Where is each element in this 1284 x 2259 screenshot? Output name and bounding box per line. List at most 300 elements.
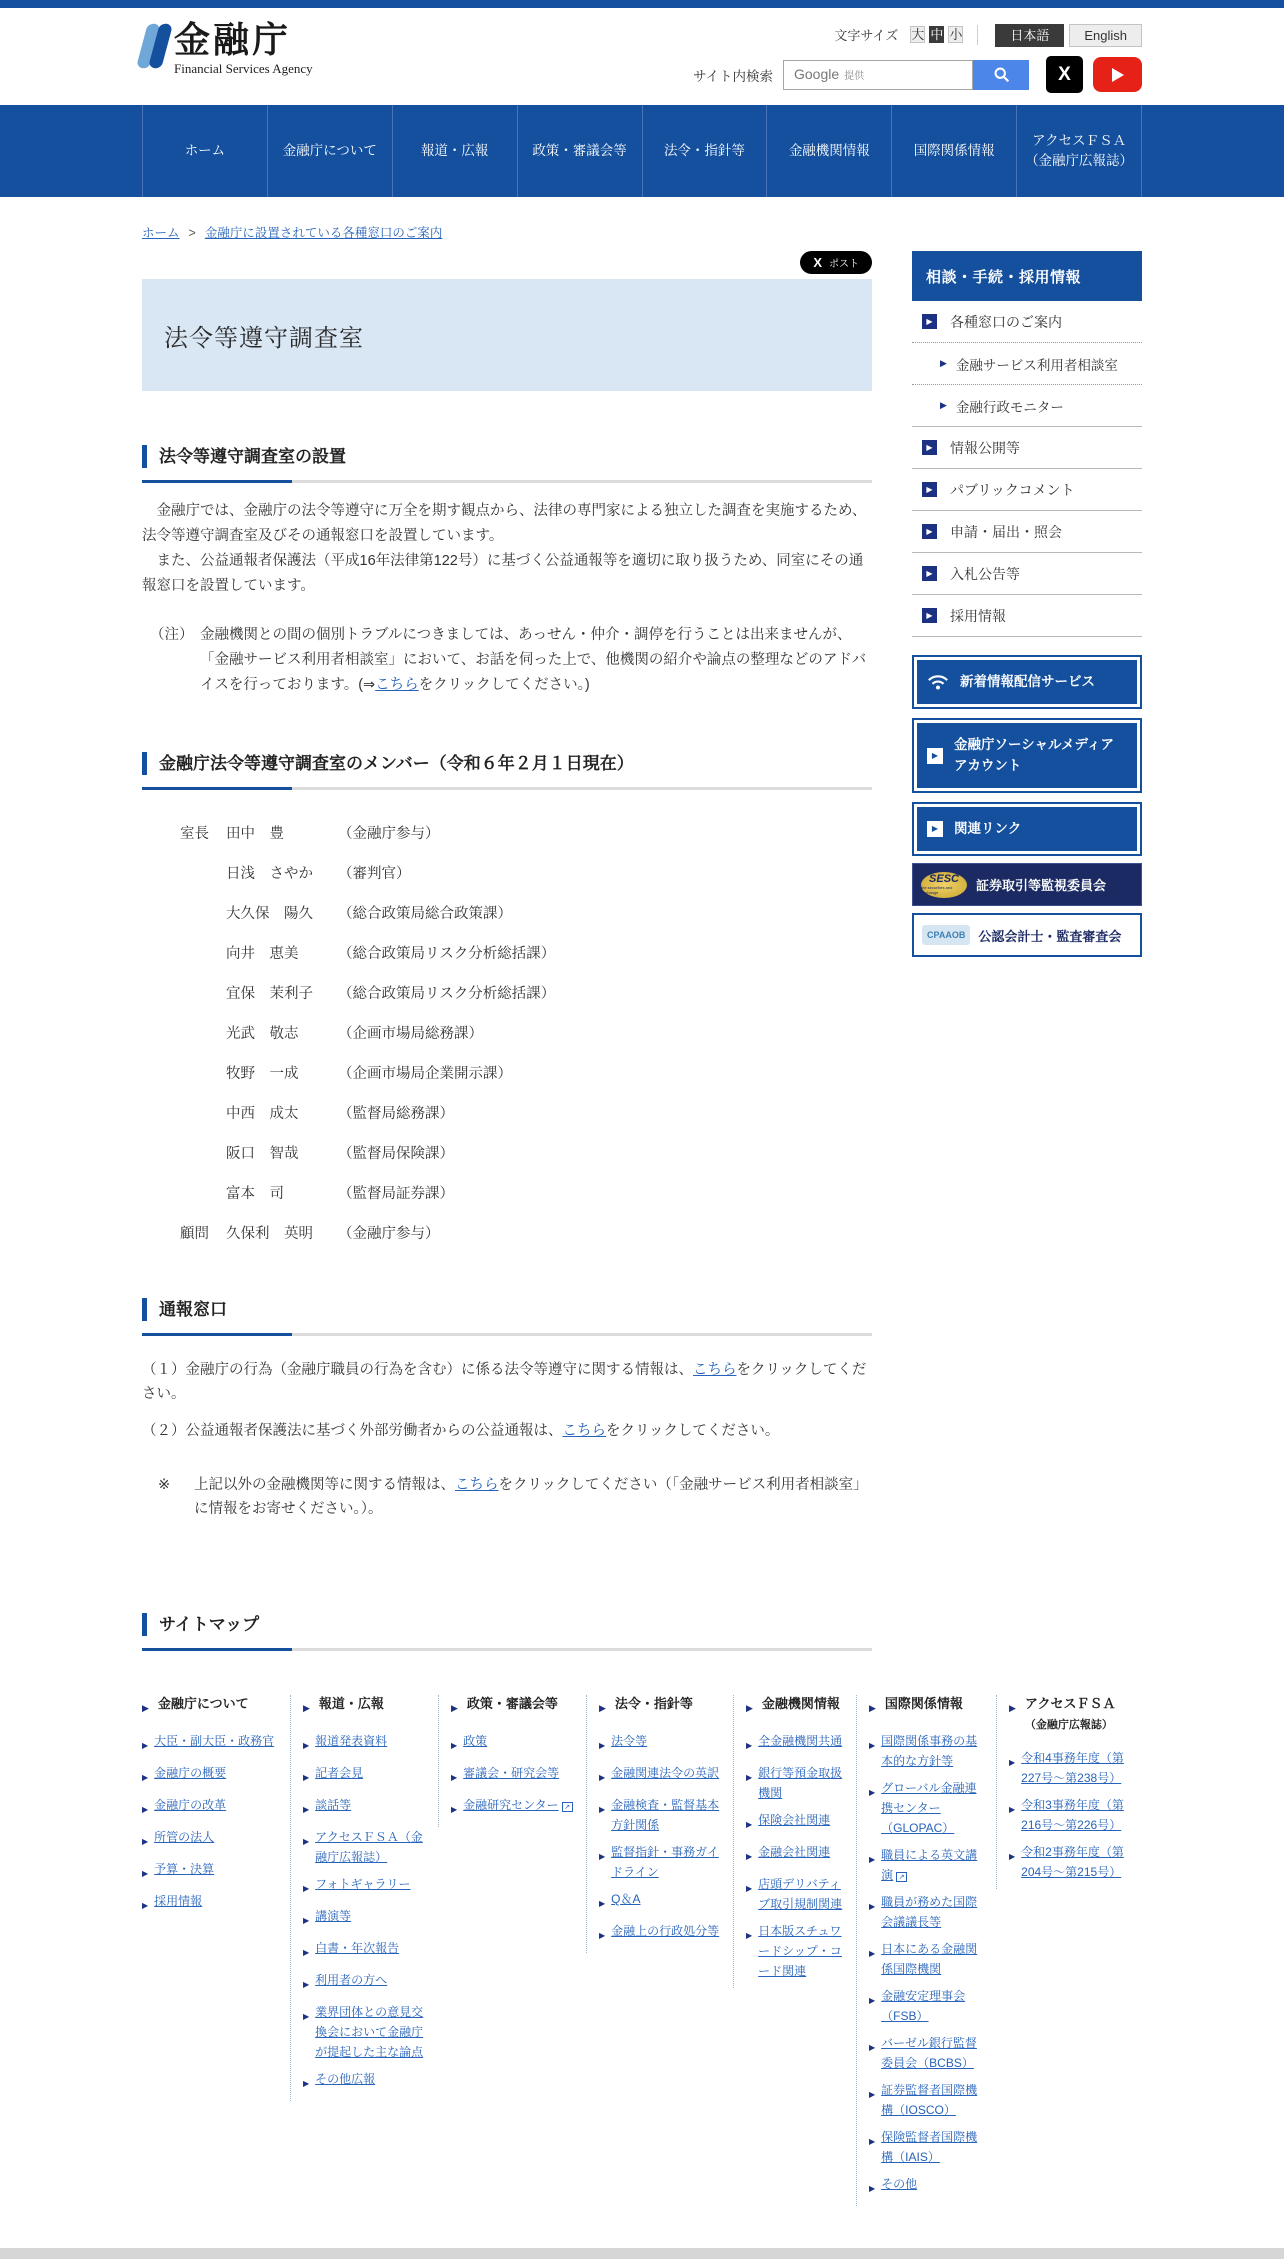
sitemap-link[interactable]: 証券監督者国際機構（IOSCO）: [881, 2083, 978, 2117]
member-name: 大久保 陽久: [226, 906, 313, 922]
sitemap-item: [746, 1921, 846, 1981]
sitemap-link[interactable]: 金融安定理事会（FSB）: [881, 1989, 966, 2023]
nav-item-label: 法令・指針等: [663, 142, 745, 158]
member-row: [142, 1024, 872, 1044]
main-nav: [142, 105, 1142, 197]
chevron-right-icon: ▶: [451, 1773, 458, 1782]
sitemap-link[interactable]: 金融研究センター ↗: [463, 1795, 573, 1820]
sitemap-link[interactable]: 店頭デリバティブ取引規制関連: [758, 1877, 843, 1911]
sitemap-link[interactable]: その他広報: [315, 2072, 376, 2086]
sidebar-item[interactable]: [912, 385, 1142, 427]
chevron-right-icon: ▶: [599, 1805, 606, 1814]
sitemap-item: [142, 1731, 280, 1756]
member-name: 向井 恵美: [226, 946, 299, 962]
nav-item-label: ホーム: [184, 142, 226, 158]
x-icon: X: [1058, 63, 1071, 85]
page-title-box: [142, 279, 872, 391]
breadcrumb-current-link[interactable]: 金融庁に設置されている各種窓口のご案内: [204, 226, 443, 240]
sitemap-link[interactable]: 保険会社関連: [758, 1813, 831, 1827]
sitemap-item: [599, 1731, 723, 1756]
chevron-right-icon: ▶: [142, 1805, 149, 1814]
footer-strip: [0, 2248, 1284, 2259]
sitemap-link[interactable]: 予算・決算: [154, 1862, 215, 1876]
member-row: [142, 1104, 872, 1124]
chevron-right-icon: ▶: [303, 1741, 310, 1750]
note-label: （注）: [150, 627, 194, 643]
sitemap-link[interactable]: Q＆A: [611, 1892, 641, 1906]
sitemap-column-title-text: 政策・審議会等: [466, 1696, 558, 1711]
chevron-right-icon: ▶: [1009, 1758, 1016, 1767]
related-links-label: 関連リンク: [954, 820, 1022, 836]
chevron-right-icon: ▶: [922, 314, 937, 329]
kochira-link[interactable]: こちら: [455, 1477, 499, 1493]
sitemap-link[interactable]: 国際関係事務の基本的な方針等: [881, 1734, 978, 1768]
sitemap-item: [303, 1906, 428, 1931]
member-role: [180, 1144, 226, 1164]
chevron-right-icon: ▶: [599, 1741, 606, 1750]
kochira-link[interactable]: こちら: [693, 1362, 737, 1378]
member-department: （企画市場局企業開示課）: [338, 1066, 512, 1082]
sidebar-item-label: パブリックコメント: [950, 481, 1075, 498]
member-name: 阪口 智哉: [226, 1146, 299, 1162]
chevron-right-icon: ▶: [303, 1805, 310, 1814]
nav-item-label: 国際関係情報: [913, 142, 995, 158]
report-line-text: （１）金融庁の行為（金融庁職員の行為を含む）に係る法令等遵守に関する情報は、: [142, 1362, 693, 1378]
note-text: 金融機関との間の個別トラブルにつきましては、あっせん・仲介・調停を行うことは出来ませんが、「金融サービス利用者相談室」において、お話を伺った上で、他機関の紹介や論点の整理などのアドバイスを行っております。(⇒こちらをクリックしてください。): [200, 627, 867, 693]
sitemap-column-heading[interactable]: [869, 1695, 986, 1717]
sitemap-column: [438, 1695, 586, 1827]
sitemap-column-heading[interactable]: [142, 1695, 280, 1717]
chevron-right-icon: ▶: [303, 1773, 310, 1782]
member-department: （金融庁参与）: [338, 826, 440, 842]
sitemap-item: [303, 1795, 428, 1820]
fsa-logo[interactable]: [142, 21, 313, 93]
chevron-right-icon: ▶: [869, 1996, 876, 2005]
search-input[interactable]: [783, 60, 973, 90]
member-department: （総合政策局総合政策課）: [338, 906, 512, 922]
font-size-label: 文字サイズ: [834, 28, 899, 43]
chevron-right-icon: ▶: [922, 440, 937, 455]
language-button[interactable]: English: [1069, 24, 1142, 47]
member-name: 富本 司: [226, 1186, 284, 1202]
chevron-right-icon: ▶: [927, 748, 943, 764]
chevron-right-icon: ▶: [746, 1741, 753, 1750]
sitemap-item: [303, 1970, 428, 1995]
member-row: [142, 1184, 872, 1204]
breadcrumb-separator: >: [188, 226, 196, 240]
x-share-button[interactable]: [800, 251, 872, 274]
sitemap-column-heading[interactable]: [599, 1695, 723, 1717]
sitemap-column: [856, 1695, 996, 2206]
sidebar-item[interactable]: [912, 469, 1142, 511]
chevron-right-icon: ▶: [142, 1741, 149, 1750]
top-strip: [0, 0, 1284, 8]
chevron-right-icon: ▶: [922, 482, 937, 497]
report-lines: [142, 1358, 872, 1443]
sitemap-column-title: [467, 1695, 558, 1717]
sitemap-columns: [142, 1695, 1142, 2206]
sitemap-link[interactable]: 所管の法人: [154, 1830, 215, 1844]
member-department: （監督局証券課）: [338, 1186, 454, 1202]
external-link-icon: ↗: [562, 1802, 573, 1812]
sitemap-column: [733, 1695, 856, 1988]
font-size-button-中[interactable]: 中: [930, 27, 944, 42]
sidebar-item-label: 金融行政モニター: [955, 399, 1064, 415]
sitemap-link[interactable]: グローバル金融連携センター（GLOPAC）: [881, 1781, 977, 1835]
section-heading-report: 通報窓口: [142, 1298, 872, 1336]
sitemap-link[interactable]: 金融検査・監督基本方針関係: [611, 1798, 720, 1832]
sitemap-item: [746, 1763, 846, 1803]
sitemap-link[interactable]: 談話等: [315, 1798, 352, 1812]
setup-paragraph-2: また、公益通報者保護法（平成16年法律第122号）に基づく公益通報等を適切に取り扱うため、同室にその通報窓口を設置しています。: [142, 553, 864, 594]
section-heading-setup: 法令等遵守調査室の設置: [142, 445, 872, 483]
sitemap-column-heading[interactable]: [303, 1695, 428, 1717]
chevron-right-icon: ▶: [303, 1703, 310, 1713]
divider: [977, 25, 978, 45]
sitemap-item: [1009, 1748, 1132, 1788]
sitemap-item: [303, 1938, 428, 1963]
nav-item[interactable]: [518, 105, 643, 197]
member-department: （企画市場局総務課）: [338, 1026, 483, 1042]
chevron-right-icon: ▶: [927, 821, 943, 837]
chevron-right-icon: ▶: [1009, 1852, 1016, 1861]
sitemap-link[interactable]: 金融関連法令の英訳: [611, 1766, 720, 1780]
section-heading-sitemap: サイトマップ: [142, 1613, 872, 1651]
search-icon: [993, 66, 1010, 83]
language-buttons: [990, 25, 1142, 44]
nav-item[interactable]: [142, 105, 268, 197]
youtube-play-icon: [1112, 68, 1124, 82]
member-name: 日浅 さやか: [226, 866, 313, 882]
nav-item[interactable]: [892, 105, 1017, 197]
chevron-right-icon: ▶: [869, 1855, 876, 1864]
sitemap-item: [599, 1795, 723, 1835]
sesc-label: 証券取引等監視委員会: [976, 878, 1107, 893]
member-department: （監督局総務課）: [338, 1106, 454, 1122]
chevron-right-icon: ▶: [746, 1820, 753, 1829]
sitemap-item: [303, 1874, 428, 1899]
sitemap-item: [599, 1889, 723, 1914]
sitemap-link[interactable]: 法令等: [611, 1734, 648, 1748]
sitemap-item: [869, 2127, 986, 2167]
sitemap-item: [142, 1763, 280, 1788]
nav-item[interactable]: [767, 105, 892, 197]
sidebar-item[interactable]: [912, 343, 1142, 385]
sitemap-link[interactable]: 職員が務めた国際会議議長等: [881, 1895, 978, 1929]
x-share-label: ポスト: [829, 259, 859, 270]
member-role: [180, 864, 226, 884]
sitemap-item: [1009, 1795, 1132, 1835]
breadcrumb: [142, 197, 1142, 241]
sitemap-column-title-text: 報道・広報: [318, 1696, 384, 1711]
chevron-right-icon: ▶: [303, 2012, 310, 2021]
report-line-text: （２）公益通報者保護法に基づく外部労働者からの公益通報は、: [142, 1423, 563, 1439]
site-search-label: サイト内検索: [692, 68, 773, 84]
sitemap-link[interactable]: 金融庁の改革: [154, 1798, 227, 1812]
nav-item-label: 金融機関情報: [788, 142, 870, 158]
kochira-link[interactable]: こちら: [375, 677, 419, 693]
report-note: ※ 上記以外の金融機関等に関する情報は、こちらをクリックしてください（「金融サービス利用者相談室」に情報をお寄せください。）。: [142, 1473, 872, 1521]
sidebar-item-label: 入札公告等: [950, 565, 1020, 582]
member-row: [142, 1144, 872, 1164]
sesc-banner[interactable]: [912, 863, 1142, 906]
section-heading-members: 金融庁法令等遵守調査室のメンバー（令和６年２月１日現在）: [142, 752, 872, 790]
chevron-right-icon: ▶: [940, 358, 947, 368]
chevron-right-icon: ▶: [451, 1805, 458, 1814]
sitemap-column-title: [158, 1695, 249, 1717]
sitemap-column-title-text: 金融機関情報: [761, 1696, 840, 1711]
sidebar: [912, 251, 1142, 957]
font-size-button-大[interactable]: 大: [911, 27, 925, 42]
social-media-button[interactable]: [912, 718, 1142, 793]
sitemap-item: [599, 1842, 723, 1882]
member-department: （金融庁参与）: [338, 1226, 440, 1242]
cpaaob-banner[interactable]: [912, 913, 1142, 957]
member-row: [142, 1224, 872, 1244]
nav-item[interactable]: [393, 105, 518, 197]
sitemap-item: [303, 2002, 428, 2062]
chevron-right-icon: ▶: [303, 1837, 310, 1846]
sitemap-item: [142, 1891, 280, 1916]
sidebar-menu: [912, 301, 1142, 637]
sitemap-link[interactable]: 金融上の行政処分等: [611, 1924, 720, 1938]
sitemap-link[interactable]: 全金融機関共通: [758, 1734, 843, 1748]
chevron-right-icon: ▶: [451, 1703, 458, 1713]
chevron-right-icon: ▶: [922, 566, 937, 581]
chevron-right-icon: ▶: [1009, 1703, 1016, 1713]
sitemap-item: [746, 1874, 846, 1914]
site-subtitle: Financial Services Agency: [174, 61, 313, 76]
report-line: [142, 1358, 872, 1406]
sitemap-link[interactable]: 監督指針・事務ガイドライン: [611, 1845, 719, 1879]
sitemap-link[interactable]: 採用情報: [154, 1894, 203, 1908]
sitemap-item: [746, 1842, 846, 1867]
member-name: 田中 豊: [226, 826, 284, 842]
sitemap-item: [746, 1731, 846, 1756]
sitemap-column-title: [885, 1695, 963, 1717]
chevron-right-icon: ▶: [940, 400, 947, 410]
member-department: （総合政策局リスク分析総括課）: [338, 946, 556, 962]
sitemap-column-heading[interactable]: [1009, 1695, 1132, 1734]
x-social-link[interactable]: [1046, 56, 1083, 93]
site-header: [0, 8, 1284, 105]
font-size-button-小[interactable]: 小: [949, 27, 963, 42]
sitemap-item: [869, 2080, 986, 2120]
member-row: [142, 1064, 872, 1084]
sitemap-item: [869, 1892, 986, 1932]
sitemap-link[interactable]: 金融会社関連: [758, 1845, 831, 1859]
sitemap-column-subtitle: （金融庁広報誌）: [1024, 1719, 1113, 1731]
sitemap-link[interactable]: 政策: [463, 1734, 488, 1748]
report-line-text: をクリックしてください。: [142, 1362, 867, 1402]
search-button[interactable]: [973, 60, 1029, 90]
sitemap-item: [142, 1859, 280, 1884]
chevron-right-icon: ▶: [599, 1773, 606, 1782]
x-icon: X: [813, 255, 822, 270]
sitemap-item: [869, 1731, 986, 1771]
font-size-buttons: [906, 24, 963, 45]
chevron-right-icon: ▶: [869, 1788, 876, 1797]
sitemap-link[interactable]: 日本にある金融関係国際機関: [881, 1942, 978, 1976]
chevron-right-icon: ▶: [142, 1869, 149, 1878]
sitemap-item: [599, 1921, 723, 1946]
chevron-right-icon: ▶: [303, 1884, 310, 1893]
sitemap-column-title-text: 国際関係情報: [884, 1696, 963, 1711]
chevron-right-icon: ▶: [599, 1931, 606, 1940]
sitemap-item: [303, 1763, 428, 1788]
sitemap-item: [142, 1827, 280, 1852]
main-content: [142, 251, 872, 1651]
member-name: 牧野 一成: [226, 1066, 299, 1082]
sitemap-column-heading[interactable]: [451, 1695, 576, 1717]
nav-item[interactable]: [268, 105, 393, 197]
member-row: [142, 904, 872, 924]
sitemap-section: [142, 1613, 872, 1651]
language-button[interactable]: 日本語: [995, 24, 1064, 47]
member-role: 顧問: [180, 1226, 209, 1242]
member-role: [180, 984, 226, 1004]
chevron-right-icon: ▶: [303, 2079, 310, 2088]
cpaaob-label: 公認会計士・監査審査会: [978, 928, 1122, 944]
sitemap-link[interactable]: 令和3事務年度（第216号～第226号）: [1021, 1798, 1124, 1832]
kochira-link[interactable]: こちら: [562, 1423, 606, 1439]
sitemap-link[interactable]: 金融庁の概要: [154, 1766, 227, 1780]
chevron-right-icon: ▶: [142, 1837, 149, 1846]
sitemap-column: [142, 1695, 290, 1923]
member-name: 光武 敬志: [226, 1026, 299, 1042]
member-name: 中西 成太: [226, 1106, 299, 1122]
sitemap-link[interactable]: アクセスＦＳＡ（金融庁広報誌）: [315, 1830, 423, 1864]
sitemap-item: [869, 2033, 986, 2073]
sitemap-link[interactable]: バーゼル銀行監督委員会（BCBS）: [881, 2036, 977, 2070]
breadcrumb-home-link[interactable]: ホーム: [142, 226, 180, 240]
chevron-right-icon: ▶: [451, 1741, 458, 1750]
nav-item-label: アクセスＦＳＡ: [1032, 132, 1127, 148]
sitemap-link[interactable]: 業界団体との意見交換会において金融庁が提起した主な論点: [315, 2005, 424, 2059]
chevron-right-icon: ▶: [869, 2043, 876, 2052]
report-line: [142, 1419, 872, 1443]
sitemap-column-title-text: 法令・指針等: [614, 1696, 693, 1711]
sitemap-link[interactable]: 銀行等預金取扱機関: [758, 1766, 843, 1800]
sitemap-link[interactable]: 職員による英文講演 ↗: [881, 1848, 978, 1882]
chevron-right-icon: ▶: [303, 1948, 310, 1957]
chevron-right-icon: ▶: [142, 1703, 149, 1713]
chevron-right-icon: ▶: [303, 1980, 310, 1989]
nav-item-label-2: （金融庁広報誌）: [1025, 153, 1134, 168]
main-navigation: [0, 105, 1284, 197]
member-role: [180, 1064, 226, 1084]
chevron-right-icon: ▶: [869, 1902, 876, 1911]
member-department: （総合政策局リスク分析総括課）: [338, 986, 556, 1002]
fsa-logo-mark: [142, 21, 167, 69]
chevron-right-icon: ▶: [869, 1703, 876, 1713]
sitemap-item: [599, 1763, 723, 1788]
member-role: [180, 1104, 226, 1124]
nav-item-label: 金融庁について: [282, 142, 377, 158]
sidebar-item[interactable]: [912, 301, 1142, 343]
chevron-right-icon: ▶: [869, 2090, 876, 2099]
sitemap-link[interactable]: 白書・年次報告: [315, 1941, 400, 1955]
member-department: （審判官）: [338, 866, 411, 882]
sitemap-link[interactable]: 審議会・研究会等: [463, 1766, 560, 1780]
sitemap-item: [303, 1731, 428, 1756]
sitemap-link[interactable]: 令和2事務年度（第204号～第215号）: [1021, 1845, 1124, 1879]
sitemap-link[interactable]: 保険監督者国際機構（IAIS）: [881, 2130, 978, 2164]
sitemap-item: [142, 1795, 280, 1820]
nav-item-label: 報道・広報: [420, 142, 489, 158]
chevron-right-icon: ▶: [746, 1773, 753, 1782]
sitemap-column-title-text: アクセスＦＳＡ: [1024, 1696, 1116, 1711]
chevron-right-icon: ▶: [303, 1916, 310, 1925]
chevron-right-icon: ▶: [746, 1931, 753, 1940]
sesc-logo: SESC the securities and exchange: [921, 872, 967, 898]
sitemap-link[interactable]: フォトギャラリー: [315, 1877, 411, 1891]
sitemap-item: [869, 2174, 986, 2199]
sitemap-item: [746, 1810, 846, 1835]
sitemap-item: [869, 1778, 986, 1838]
sitemap-item: [869, 1845, 986, 1885]
related-links-button[interactable]: [912, 802, 1142, 856]
newsfeed-service-button[interactable]: [912, 655, 1142, 709]
wifi-icon: [927, 673, 949, 691]
nav-item[interactable]: [643, 105, 768, 197]
sitemap-column-title: [319, 1695, 384, 1717]
sitemap-link[interactable]: 講演等: [315, 1909, 352, 1923]
sitemap-link[interactable]: 利用者の方へ: [315, 1973, 388, 1987]
sitemap-item: [1009, 1842, 1132, 1882]
sitemap-item: [451, 1731, 576, 1756]
sitemap-link[interactable]: 日本版スチュワードシップ・コード関連: [758, 1924, 842, 1978]
sitemap-item: [869, 1986, 986, 2026]
sidebar-item[interactable]: [912, 511, 1142, 553]
sitemap-link[interactable]: 令和4事務年度（第227号～第238号）: [1021, 1751, 1124, 1785]
sitemap-item: [303, 2069, 428, 2094]
sitemap-item: [451, 1763, 576, 1788]
nav-item[interactable]: [1017, 105, 1142, 197]
note-marker: ※: [158, 1477, 171, 1493]
sitemap-column-heading[interactable]: [746, 1695, 846, 1717]
setup-paragraph-1: 金融庁では、金融庁の法令等遵守に万全を期す観点から、法律の専門家による独立した調査を実施するため、法令等遵守調査室及びその通報窓口を設置しています。: [142, 503, 867, 544]
sitemap-column-title-text: 金融庁について: [157, 1696, 249, 1711]
sidebar-item[interactable]: [912, 553, 1142, 595]
chevron-right-icon: ▶: [599, 1899, 606, 1908]
member-row: [142, 824, 872, 844]
nav-item-label: 政策・審議会等: [532, 142, 627, 158]
sitemap-link[interactable]: 大臣・副大臣・政務官: [154, 1734, 275, 1748]
sitemap-link[interactable]: 報道発表資料: [315, 1734, 388, 1748]
sitemap-column: [996, 1695, 1142, 1889]
setup-note: [142, 623, 872, 698]
sitemap-link[interactable]: 記者会見: [315, 1766, 364, 1780]
sitemap-link[interactable]: その他: [881, 2177, 918, 2191]
chevron-right-icon: ▶: [746, 1703, 753, 1713]
sidebar-item[interactable]: [912, 427, 1142, 469]
member-department: （監督局保険課）: [338, 1146, 454, 1162]
sitemap-item: [303, 1827, 428, 1867]
page-title: 法令等遵守調査室: [164, 324, 364, 352]
sitemap-column-title: [762, 1695, 840, 1717]
member-name: 久保利 英明: [226, 1226, 313, 1242]
sidebar-item-label: 情報公開等: [950, 439, 1020, 456]
member-role: [180, 1184, 226, 1204]
chevron-right-icon: ▶: [922, 524, 937, 539]
chevron-right-icon: ▶: [869, 2184, 876, 2193]
search-placeholder-sub: 提供: [844, 70, 865, 82]
sidebar-item[interactable]: [912, 595, 1142, 637]
chevron-right-icon: ▶: [142, 1901, 149, 1910]
youtube-link[interactable]: [1093, 57, 1142, 92]
member-role: [180, 944, 226, 964]
